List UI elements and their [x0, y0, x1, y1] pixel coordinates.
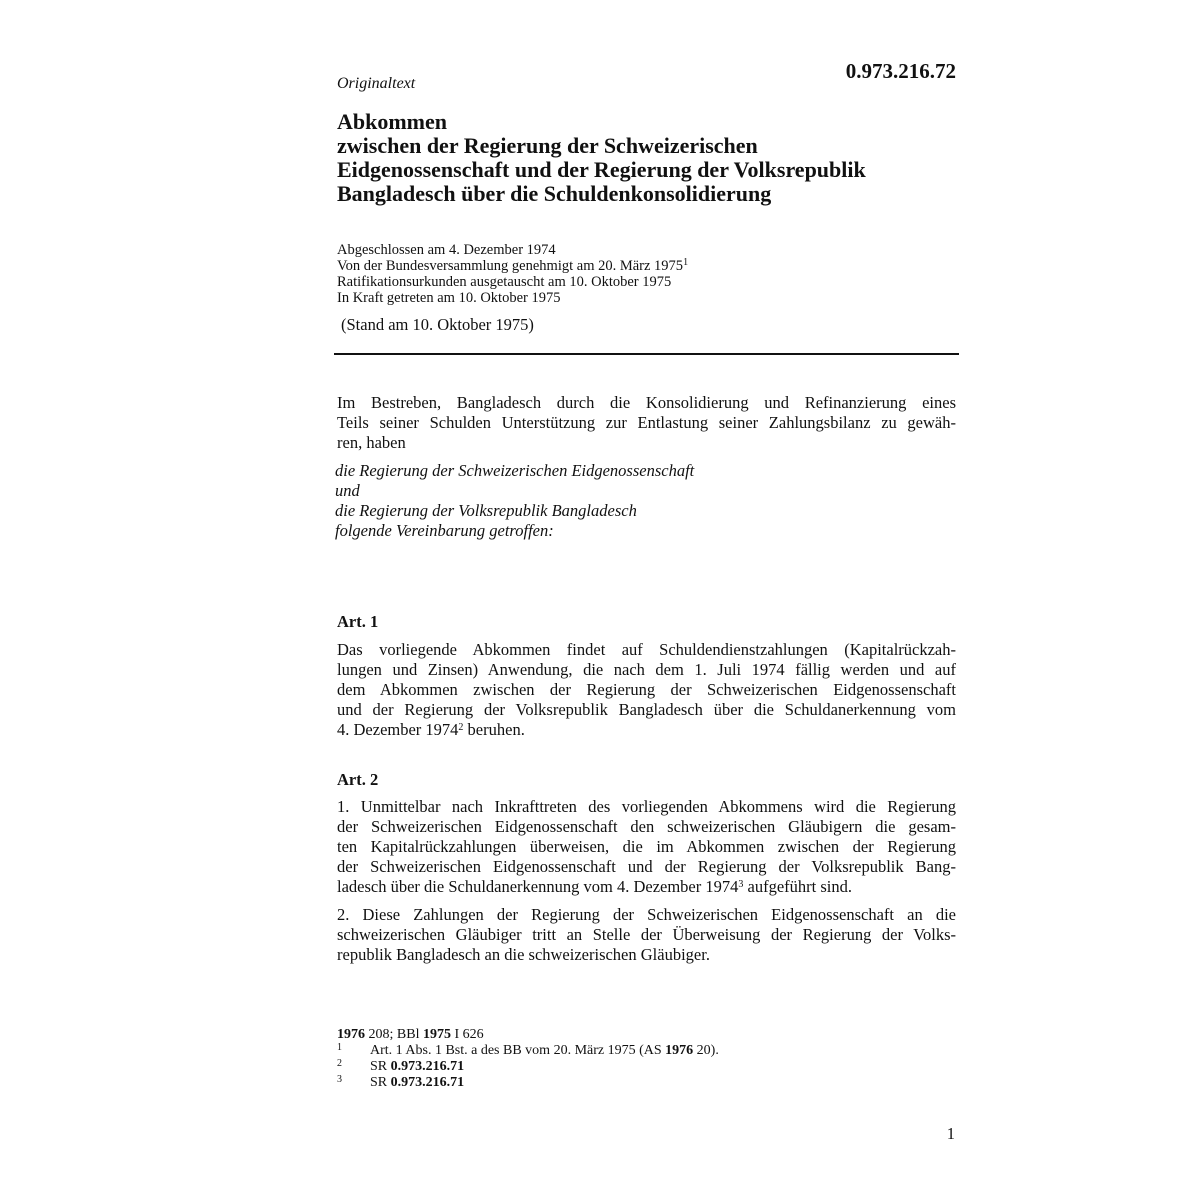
title-line: zwischen der Regierung der Schweizerischen: [337, 133, 758, 158]
article-line: Das vorliegende Abkommen findet auf Schuldendienstzahlungen (Kapitalrückzah-: [337, 640, 956, 659]
as-year: 1976: [337, 1027, 365, 1042]
footnote-bold-part: 1976: [665, 1043, 694, 1058]
article-2-paragraph-1: [337, 797, 956, 897]
footnote-text-part: SR: [370, 1059, 391, 1074]
footnote-number: 2: [337, 1058, 342, 1069]
footnote-number: 1: [337, 1042, 342, 1053]
bbl-year: 1975: [422, 1027, 451, 1042]
article-line: [337, 877, 956, 897]
article-line: [337, 720, 956, 740]
status-date: (Stand am 10. Oktober 1975): [341, 315, 534, 334]
article-text: 4. Dezember 1974: [337, 720, 459, 739]
article-line: ten Kapitalrückzahlungen überweisen, die im Abkommen zwischen der Regierung: [337, 837, 956, 856]
footnote-ref[interactable]: 1: [683, 257, 689, 268]
article-line: dem Abkommen zwischen der Regierung der Schweizerischen Eidgenossenschaft: [337, 680, 956, 699]
party-line: die Regierung der Volksrepublik Bangladesch: [335, 501, 637, 520]
footnote-bold-part: 0.973.216.71: [390, 1059, 465, 1074]
footnotes: [337, 1027, 719, 1091]
article-line: schweizerischen Gläubiger tritt an Stelle der Überweisung der Regierung der Volks-: [337, 925, 956, 944]
footnote-text: [370, 1043, 719, 1059]
document-metadata: [337, 242, 688, 306]
page-number: 1: [946, 1124, 955, 1143]
article-line: und der Regierung der Volksrepublik Bangladesch über die Schuldanerkennung vom: [337, 700, 956, 719]
footnote-text-part: SR: [370, 1075, 391, 1090]
article-line: der Schweizerischen Eidgenossenschaft und der Regierung der Volksrepublik Bang-: [337, 857, 956, 876]
article-1-text: [337, 640, 956, 740]
as-page: 208; BBl: [365, 1027, 423, 1042]
preamble-line: Im Bestreben, Bangladesch durch die Konsolidierung und Refinanzierung eines: [337, 393, 956, 412]
approved-text: Von der Bundesversammlung genehmigt am 20. März 1975: [337, 258, 684, 274]
footnote-item: [337, 1075, 484, 1091]
article-line: 2. Diese Zahlungen der Regierung der Schweizerischen Eidgenossenschaft an die: [337, 905, 956, 924]
footnote-text: [370, 1059, 464, 1075]
party-line: und: [335, 481, 360, 500]
footnote-text-part: Art. 1 Abs. 1 Bst. a des BB vom 20. März 1975 (AS: [370, 1043, 666, 1058]
article-line: 1. Unmittelbar nach Inkrafttreten des vorliegenden Abkommens wird die Regierung: [337, 797, 956, 816]
article-line: lungen und Zinsen) Anwendung, die nach dem 1. Juli 1974 fällig werden und auf: [337, 660, 956, 679]
separator-rule: [334, 353, 959, 355]
footnote-item: [337, 1059, 484, 1075]
article-line: republik Bangladesch an die schweizerischen Gläubiger.: [337, 945, 710, 964]
footnote-ref[interactable]: 3: [738, 879, 744, 890]
footnote-text: [370, 1075, 464, 1091]
sr-number: 0.973.216.72: [845, 59, 956, 83]
party-line: folgende Vereinbarung getroffen:: [335, 521, 554, 540]
ratified-date: Ratifikationsurkunden ausgetauscht am 10. Oktober 1975: [337, 274, 672, 290]
title-line: Abkommen: [337, 109, 448, 134]
article-text: aufgeführt sind.: [743, 877, 852, 896]
footnote-number: 3: [337, 1074, 342, 1085]
article-text: ladesch über die Schuldanerkennung vom 4. Dezember 1974: [337, 877, 739, 896]
article-line: der Schweizerischen Eidgenossenschaft den schweizerischen Gläubigern die gesam-: [337, 817, 956, 836]
document-title: [337, 110, 957, 206]
bbl-ref: I 626: [450, 1027, 484, 1042]
contracting-parties: [335, 461, 694, 541]
original-text-label: Originaltext: [337, 75, 416, 92]
preamble-line: Teils seiner Schulden Unterstützung zur Entlastung seiner Zahlungsbilanz zu gewäh-: [337, 413, 956, 432]
article-2-paragraph-2: [337, 905, 956, 965]
title-line: Bangladesch über die Schuldenkonsolidierung: [337, 181, 772, 206]
article-1-heading: Art. 1: [337, 612, 379, 631]
source-reference: [337, 1027, 484, 1043]
footnote-text-part: 20).: [693, 1043, 719, 1058]
footnote-ref[interactable]: 2: [458, 722, 464, 733]
concluded-date: Abgeschlossen am 4. Dezember 1974: [337, 242, 556, 258]
footnote-item: [337, 1042, 719, 1059]
preamble-line: ren, haben: [337, 433, 406, 452]
preamble: [337, 393, 956, 453]
footnote-bold-part: 0.973.216.71: [390, 1075, 465, 1090]
article-2-heading: Art. 2: [337, 770, 379, 789]
in-force-date: In Kraft getreten am 10. Oktober 1975: [337, 290, 561, 306]
title-line: Eidgenossenschaft und der Regierung der Volksrepublik: [337, 157, 866, 182]
party-line: die Regierung der Schweizerischen Eidgenossenschaft: [335, 461, 695, 480]
article-text: beruhen.: [463, 720, 525, 739]
approved-date: [337, 258, 688, 274]
